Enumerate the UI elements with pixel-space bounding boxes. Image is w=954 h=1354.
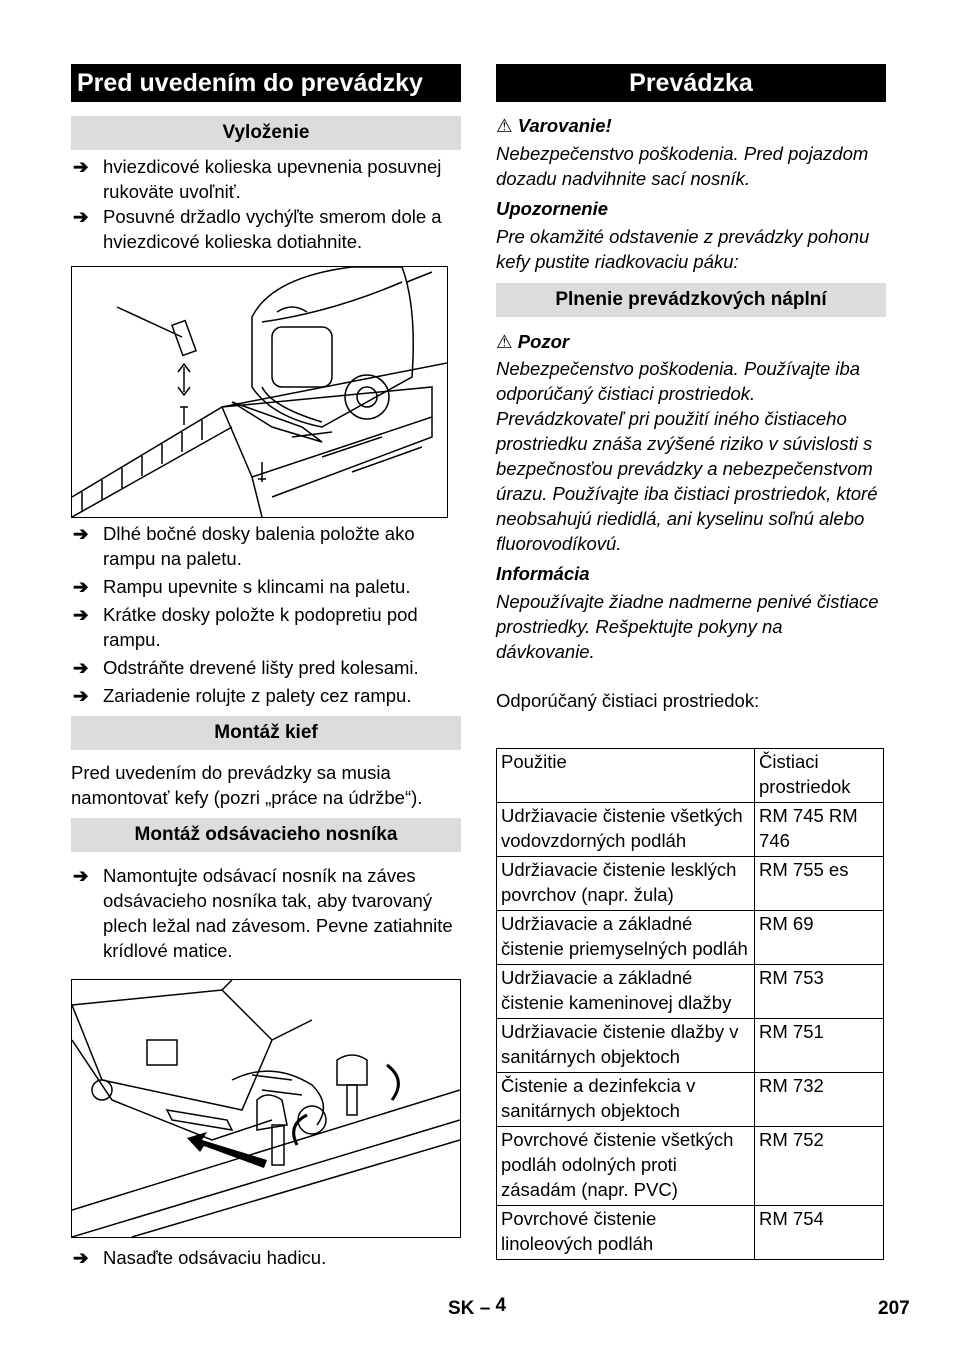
table-row bbox=[497, 911, 884, 965]
caution-label: ⚠ Pozor bbox=[496, 331, 570, 353]
table-cell: RM 745 RM 746 bbox=[755, 803, 884, 857]
table-header-row bbox=[497, 749, 884, 803]
list-item: ➔ Namontujte odsávací nosník na záves odsávacieho nosníka tak, aby tvarovaný plech ležal nad závesom. Pevne zatiahnite krídlové matice. bbox=[73, 865, 453, 961]
caution-text: Nebezpečenstvo poškodenia. Používajte iba odporúčaný čistiaci prostriedok. Prevádzkovateľ pri použití iného čistiaceho prostriedku znáša zvýšené riziko v súvislosti s bezpečnosťou prevádzky a nebezpečenstvom úrazu. Používajte iba čistiaci prostriedok, ktoré neobsahujú riedidlá, ani kyselinu soľnú alebo fluorovodíkovú. bbox=[496, 358, 878, 554]
table-cell: RM 753 bbox=[755, 965, 884, 1019]
table-cell: Udržiavacie a základné čistenie kameninovej dlažby bbox=[497, 965, 755, 1019]
info-text: Nepoužívajte žiadne nadmerne penivé čistiace prostriedky. Rešpektujte pokyny na dávkovanie. bbox=[496, 591, 879, 662]
arrow-icon: ➔ bbox=[73, 576, 89, 597]
machine-on-pallet-illustration bbox=[72, 267, 447, 517]
detergent-table bbox=[496, 748, 884, 1260]
heading-brushes: Montáž kief bbox=[71, 716, 461, 750]
table-row bbox=[497, 1019, 884, 1073]
list-item: ➔ Zariadenie rolujte z palety cez rampu. bbox=[73, 685, 412, 706]
table-row bbox=[497, 1206, 884, 1260]
table-cell: Udržiavacie čistenie všetkých vodovzdorných podláh bbox=[497, 803, 755, 857]
table-cell: Udržiavacie čistenie dlažby v sanitárnych objektoch bbox=[497, 1019, 755, 1073]
arrow-icon: ➔ bbox=[73, 156, 89, 177]
table-cell: RM 732 bbox=[755, 1073, 884, 1127]
table-cell: RM 755 es bbox=[755, 857, 884, 911]
table-cell: Čistenie a dezinfekcia v sanitárnych objektoch bbox=[497, 1073, 755, 1127]
footer-section-label: SK – 4 bbox=[448, 1295, 507, 1319]
table-cell: Udržiavacie a základné čistenie priemyselných podláh bbox=[497, 911, 755, 965]
squeegee-mounting-illustration bbox=[72, 980, 460, 1237]
warning-triangle-icon: ⚠ bbox=[496, 332, 513, 353]
warning-triangle-icon: ⚠ bbox=[496, 116, 513, 137]
arrow-icon: ➔ bbox=[73, 685, 89, 706]
table-row bbox=[497, 803, 884, 857]
table-row bbox=[497, 1127, 884, 1206]
table-cell: RM 69 bbox=[755, 911, 884, 965]
right-column bbox=[496, 64, 886, 1260]
list-item: ➔ Rampu upevnite s klincami na paletu. bbox=[73, 576, 411, 597]
figure-unloading bbox=[71, 266, 448, 518]
page-number: 207 bbox=[878, 1298, 910, 1319]
arrow-icon: ➔ bbox=[73, 865, 89, 886]
figure-squeegee bbox=[71, 979, 461, 1238]
note-label: Upozornenie bbox=[496, 198, 609, 219]
arrow-icon: ➔ bbox=[73, 604, 89, 625]
list-item: ➔ Odstráňte drevené lišty pred kolesami. bbox=[73, 657, 419, 678]
left-column bbox=[71, 64, 461, 1270]
table-header-cell: Čistiaci prostriedok bbox=[755, 749, 884, 803]
arrow-icon: ➔ bbox=[73, 657, 89, 678]
arrow-icon: ➔ bbox=[73, 206, 89, 227]
table-row bbox=[497, 857, 884, 911]
list-item: ➔ Krátke dosky položte k podopretiu pod rampu. bbox=[73, 604, 418, 650]
table-cell: Udržiavacie čistenie lesklých povrchov (napr. žula) bbox=[497, 857, 755, 911]
heading-filling: Plnenie prevádzkových náplní bbox=[496, 283, 886, 317]
list-item: ➔ Posuvné držadlo vychýľte smerom dole a hviezdicové kolieska dotiahnite. bbox=[73, 206, 442, 252]
arrow-icon: ➔ bbox=[73, 523, 89, 544]
heading-unpacking: Vyloženie bbox=[71, 116, 461, 150]
list-item: ➔ Dlhé bočné dosky balenia položte ako rampu na paletu. bbox=[73, 523, 415, 569]
note-text: Pre okamžité odstavenie z prevádzky pohonu kefy pustite riadkovaciu páku: bbox=[496, 226, 870, 272]
table-cell: Povrchové čistenie linoleových podláh bbox=[497, 1206, 755, 1260]
arrow-icon: ➔ bbox=[73, 1247, 89, 1268]
warning-label: ⚠ Varovanie! bbox=[496, 115, 612, 137]
table-row bbox=[497, 965, 884, 1019]
table-cell: RM 754 bbox=[755, 1206, 884, 1260]
table-header-cell: Použitie bbox=[497, 749, 755, 803]
list-item: ➔ hviezdicové kolieska upevnenia posuvnej rukoväte uvoľniť. bbox=[73, 156, 442, 202]
info-label: Informácia bbox=[496, 563, 590, 584]
table-cell: RM 752 bbox=[755, 1127, 884, 1206]
brushes-text: Pred uvedením do prevádzky sa musia namontovať kefy (pozri „práce na údržbe“). bbox=[71, 762, 423, 808]
heading-squeegee: Montáž odsávacieho nosníka bbox=[71, 818, 461, 852]
table-cell: RM 751 bbox=[755, 1019, 884, 1073]
section-title-operation: Prevádzka bbox=[496, 64, 886, 102]
recommended-label: Odporúčaný čistiaci prostriedok: bbox=[496, 690, 760, 711]
section-title-commissioning: Pred uvedením do prevádzky bbox=[71, 64, 461, 102]
list-item: ➔ Nasaďte odsávaciu hadicu. bbox=[73, 1247, 327, 1268]
warning-text: Nebezpečenstvo poškodenia. Pred pojazdom dozadu nadvihnite sací nosník. bbox=[496, 143, 869, 189]
table-cell: Povrchové čistenie všetkých podláh odolných proti zásadám (napr. PVC) bbox=[497, 1127, 755, 1206]
table-row bbox=[497, 1073, 884, 1127]
